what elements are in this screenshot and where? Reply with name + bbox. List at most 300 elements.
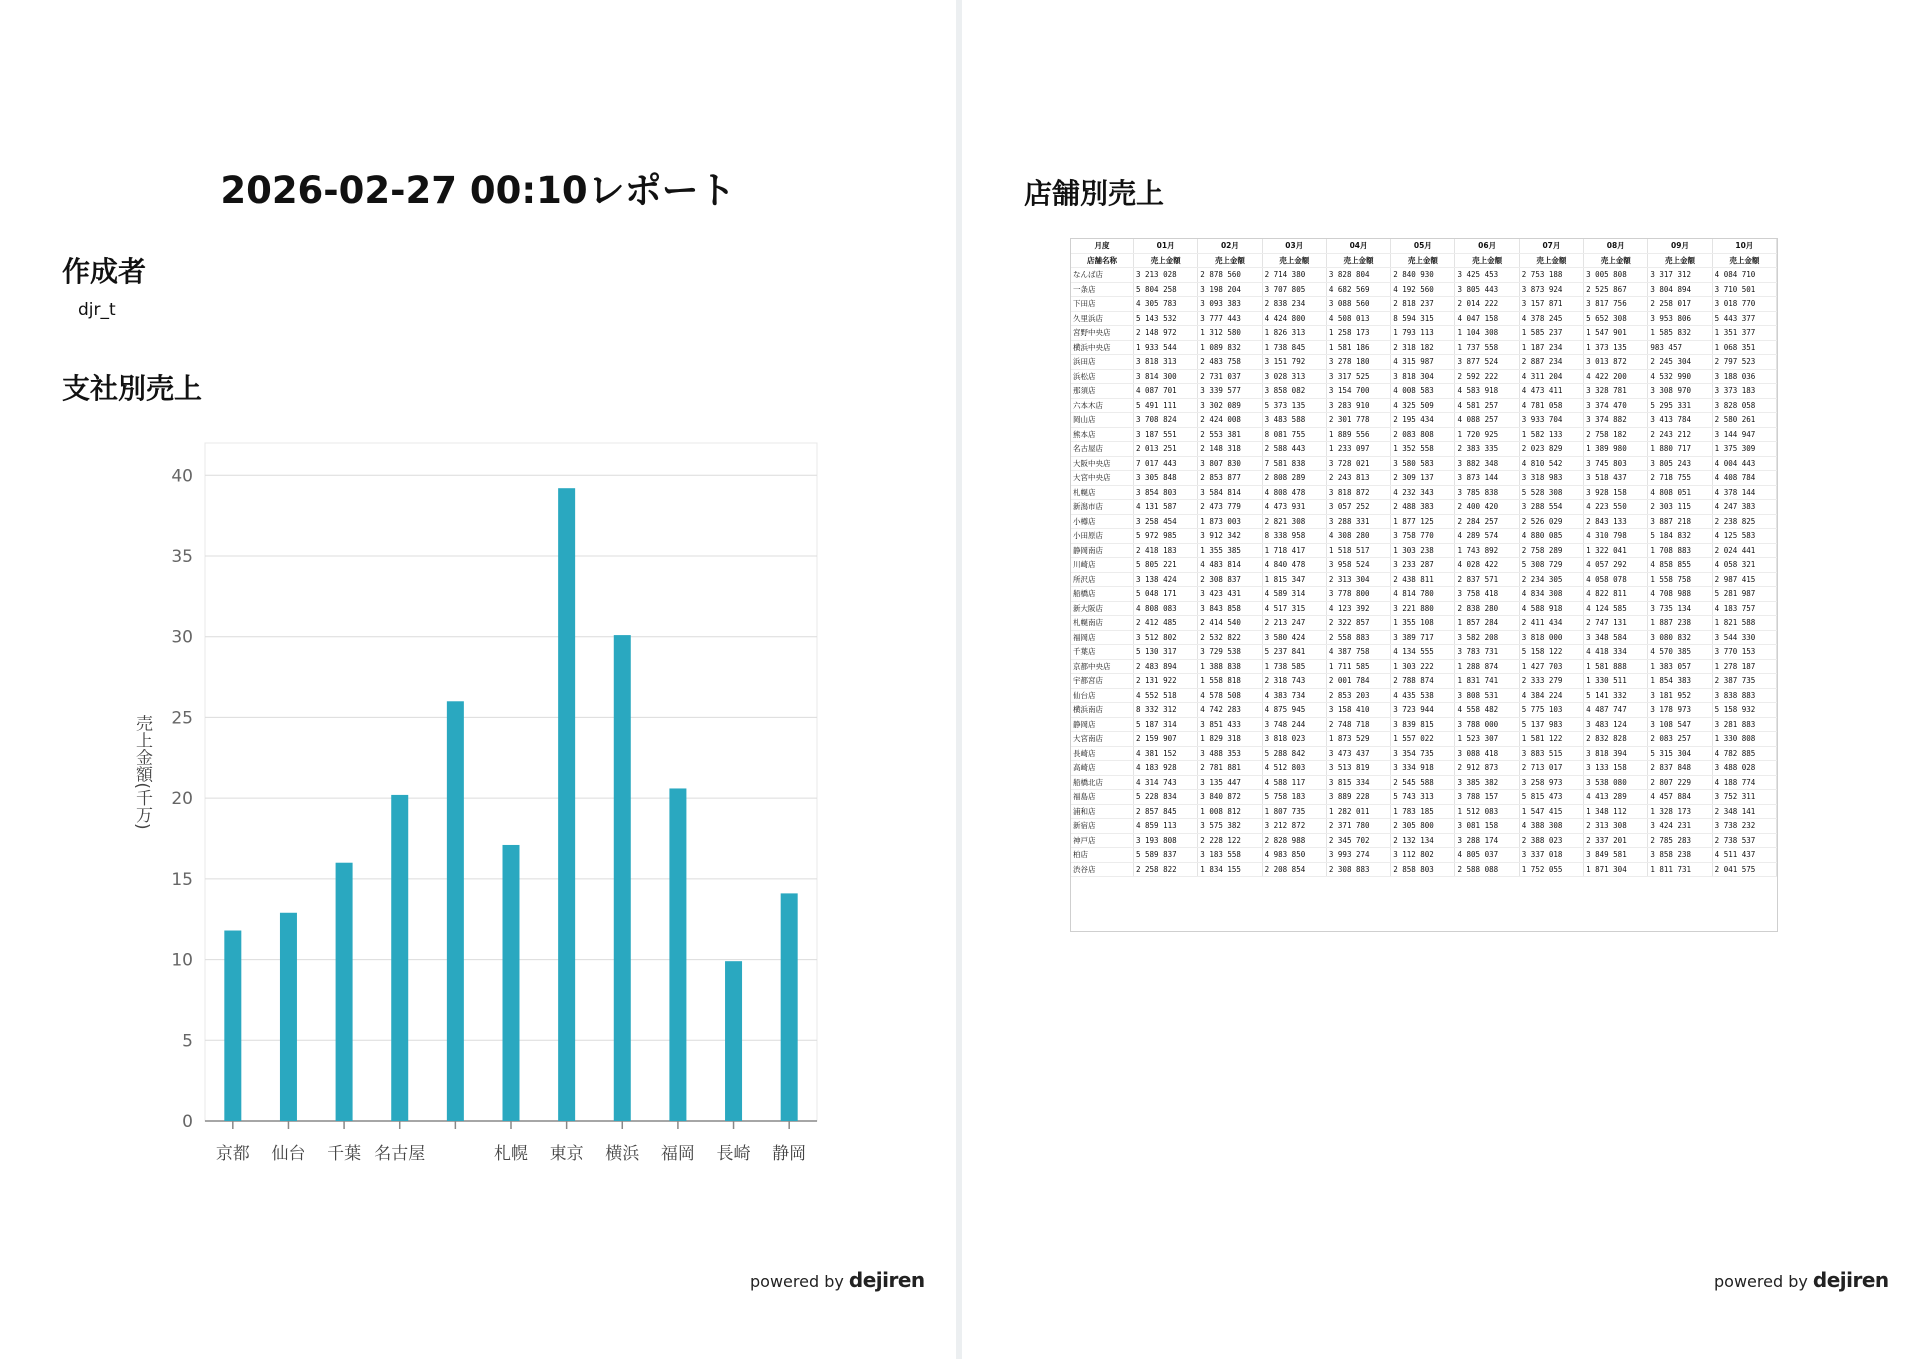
table-cell: 3 788 000 bbox=[1455, 717, 1519, 732]
table-cell: 3 425 453 bbox=[1455, 268, 1519, 283]
table-cell: 2 041 575 bbox=[1712, 862, 1776, 877]
bar bbox=[280, 913, 297, 1121]
table-cell: 3 738 232 bbox=[1712, 819, 1776, 834]
table-row bbox=[1071, 297, 1777, 312]
table-cell: 2 588 088 bbox=[1455, 862, 1519, 877]
row-label-cell: 福島店 bbox=[1071, 790, 1134, 805]
table-cell: 983 457 bbox=[1648, 340, 1712, 355]
table-cell: 4 424 800 bbox=[1262, 311, 1326, 326]
y-tick-label: 30 bbox=[171, 627, 193, 648]
table-cell: 2 713 017 bbox=[1519, 761, 1583, 776]
row-label-cell: 新宿店 bbox=[1071, 819, 1134, 834]
table-cell: 2 878 560 bbox=[1198, 268, 1262, 283]
table-cell: 05月 bbox=[1391, 239, 1455, 253]
table-row bbox=[1071, 413, 1777, 428]
table-cell: 3 283 910 bbox=[1326, 398, 1390, 413]
table-row bbox=[1071, 543, 1777, 558]
table-cell: 1 388 838 bbox=[1198, 659, 1262, 674]
y-axis-label: 売上金額(千万) bbox=[132, 714, 152, 830]
table-cell: 4 223 550 bbox=[1584, 500, 1648, 515]
table-cell: 2 424 008 bbox=[1198, 413, 1262, 428]
table-cell: 3 354 735 bbox=[1391, 746, 1455, 761]
table-cell: 2 131 922 bbox=[1134, 674, 1198, 689]
table-cell: 3 513 819 bbox=[1326, 761, 1390, 776]
table-cell: 3 144 947 bbox=[1712, 427, 1776, 442]
table-cell: 4 084 710 bbox=[1712, 268, 1776, 283]
table-cell: 1 389 980 bbox=[1584, 442, 1648, 457]
table-cell: 2 001 784 bbox=[1326, 674, 1390, 689]
author-name: djr_t bbox=[78, 300, 116, 320]
table-cell: 2 781 881 bbox=[1198, 761, 1262, 776]
table-cell: 2 371 780 bbox=[1326, 819, 1390, 834]
table-cell: 4 508 013 bbox=[1326, 311, 1390, 326]
table-row bbox=[1071, 587, 1777, 602]
table-cell: 3 575 382 bbox=[1198, 819, 1262, 834]
table-row bbox=[1071, 384, 1777, 399]
store-sales-table bbox=[1070, 238, 1778, 932]
table-cell: 3 807 830 bbox=[1198, 456, 1262, 471]
row-label-cell: 静岡店 bbox=[1071, 717, 1134, 732]
table-cell: 1 829 318 bbox=[1198, 732, 1262, 747]
bar bbox=[781, 893, 798, 1121]
table-cell: 2 483 758 bbox=[1198, 355, 1262, 370]
table-cell: 3 538 080 bbox=[1584, 775, 1648, 790]
table-row bbox=[1071, 717, 1777, 732]
table-cell: 3 777 443 bbox=[1198, 311, 1262, 326]
table-row bbox=[1071, 529, 1777, 544]
table-cell: 3 212 872 bbox=[1262, 819, 1326, 834]
table-cell: 3 584 814 bbox=[1198, 485, 1262, 500]
table-cell: 1 547 901 bbox=[1584, 326, 1648, 341]
table-cell: 5 373 135 bbox=[1262, 398, 1326, 413]
table-cell: 1 330 808 bbox=[1712, 732, 1776, 747]
table-cell: 4 125 583 bbox=[1712, 529, 1776, 544]
table-cell: 8 594 315 bbox=[1391, 311, 1455, 326]
table-cell: 3 778 800 bbox=[1326, 587, 1390, 602]
table-cell: 1 752 055 bbox=[1519, 862, 1583, 877]
table-cell: 4 311 204 bbox=[1519, 369, 1583, 384]
table-cell: 5 491 111 bbox=[1134, 398, 1198, 413]
row-label-cell: 下田店 bbox=[1071, 297, 1134, 312]
y-tick-label: 15 bbox=[171, 869, 193, 890]
table-cell: 2 837 848 bbox=[1648, 761, 1712, 776]
table-cell: 2 821 308 bbox=[1262, 514, 1326, 529]
table-cell: 4 483 814 bbox=[1198, 558, 1262, 573]
table-cell: 2 284 257 bbox=[1455, 514, 1519, 529]
table-cell: 8 081 755 bbox=[1262, 427, 1326, 442]
table-cell: 2 148 972 bbox=[1134, 326, 1198, 341]
table-cell: 4 028 422 bbox=[1455, 558, 1519, 573]
store-table-body bbox=[1071, 239, 1777, 877]
table-cell: 売上金額 bbox=[1326, 253, 1390, 268]
table-cell: 2 747 131 bbox=[1584, 616, 1648, 631]
table-cell: 3 758 418 bbox=[1455, 587, 1519, 602]
table-cell: 3 818 394 bbox=[1584, 746, 1648, 761]
table-row bbox=[1071, 645, 1777, 660]
table-cell: 2 238 825 bbox=[1712, 514, 1776, 529]
row-label-cell: 川崎店 bbox=[1071, 558, 1134, 573]
table-cell: 3 348 584 bbox=[1584, 630, 1648, 645]
bar bbox=[447, 701, 464, 1121]
table-cell: 2 840 930 bbox=[1391, 268, 1455, 283]
table-cell: 1 187 234 bbox=[1519, 340, 1583, 355]
table-cell: 3 933 704 bbox=[1519, 413, 1583, 428]
table-cell: 3 544 330 bbox=[1712, 630, 1776, 645]
table-cell: 1 547 415 bbox=[1519, 804, 1583, 819]
powered-by-text: powered by bbox=[1714, 1272, 1808, 1291]
table-cell: 4 087 701 bbox=[1134, 384, 1198, 399]
table-cell: 3 877 524 bbox=[1455, 355, 1519, 370]
table-cell: 5 652 308 bbox=[1584, 311, 1648, 326]
row-label-cell: 福岡店 bbox=[1071, 630, 1134, 645]
table-cell: 1 873 003 bbox=[1198, 514, 1262, 529]
table-cell: 3 838 883 bbox=[1712, 688, 1776, 703]
table-cell: 4 387 758 bbox=[1326, 645, 1390, 660]
table-cell: 2 797 523 bbox=[1712, 355, 1776, 370]
row-label-cell: 札幌南店 bbox=[1071, 616, 1134, 631]
table-cell: 1 711 585 bbox=[1326, 659, 1390, 674]
table-cell: 1 831 741 bbox=[1455, 674, 1519, 689]
table-cell: 1 373 135 bbox=[1584, 340, 1648, 355]
table-cell: 2 853 203 bbox=[1326, 688, 1390, 703]
table-row bbox=[1071, 369, 1777, 384]
table-cell: 4 047 158 bbox=[1455, 311, 1519, 326]
table-cell: 3 785 838 bbox=[1455, 485, 1519, 500]
table-cell: 2 414 540 bbox=[1198, 616, 1262, 631]
table-cell: 3 337 018 bbox=[1519, 848, 1583, 863]
row-label-cell: 横浜南店 bbox=[1071, 703, 1134, 718]
table-cell: 3 808 531 bbox=[1455, 688, 1519, 703]
table-cell: 2 558 883 bbox=[1326, 630, 1390, 645]
table-cell: 1 258 173 bbox=[1326, 326, 1390, 341]
table-cell: 3 889 228 bbox=[1326, 790, 1390, 805]
table-cell: 3 374 470 bbox=[1584, 398, 1648, 413]
table-cell: 3 818 313 bbox=[1134, 355, 1198, 370]
table-cell: 3 840 872 bbox=[1198, 790, 1262, 805]
table-cell: 1 783 185 bbox=[1391, 804, 1455, 819]
table-cell: 2 083 257 bbox=[1648, 732, 1712, 747]
table-row bbox=[1071, 732, 1777, 747]
table-row bbox=[1071, 311, 1777, 326]
table-cell: 1 720 925 bbox=[1455, 427, 1519, 442]
row-label-cell: 仙台店 bbox=[1071, 688, 1134, 703]
table-cell: 4 232 343 bbox=[1391, 485, 1455, 500]
table-cell: 1 585 237 bbox=[1519, 326, 1583, 341]
y-tick-label: 20 bbox=[171, 789, 193, 810]
table-cell: 4 511 437 bbox=[1712, 848, 1776, 863]
table-cell: 3 088 560 bbox=[1326, 297, 1390, 312]
table-cell: 3 805 443 bbox=[1455, 282, 1519, 297]
table-cell: 1 330 511 bbox=[1584, 674, 1648, 689]
table-cell: 3 151 792 bbox=[1262, 355, 1326, 370]
table-cell: 4 822 811 bbox=[1584, 587, 1648, 602]
table-cell: 売上金額 bbox=[1455, 253, 1519, 268]
table-cell: 4 742 283 bbox=[1198, 703, 1262, 718]
table-row bbox=[1071, 282, 1777, 297]
bar bbox=[725, 961, 742, 1121]
bar bbox=[391, 795, 408, 1121]
table-cell: 3 828 058 bbox=[1712, 398, 1776, 413]
table-cell: 3 858 238 bbox=[1648, 848, 1712, 863]
table-cell: 3 158 410 bbox=[1326, 703, 1390, 718]
table-row bbox=[1071, 703, 1777, 718]
y-tick-label: 5 bbox=[182, 1031, 193, 1052]
table-cell: 1 008 812 bbox=[1198, 804, 1262, 819]
y-tick-label: 35 bbox=[171, 547, 193, 567]
table-cell: 2 345 702 bbox=[1326, 833, 1390, 848]
row-label-cell: 月度 bbox=[1071, 239, 1134, 253]
y-tick-label: 10 bbox=[171, 950, 193, 971]
table-cell: 3 108 547 bbox=[1648, 717, 1712, 732]
row-label-cell: 所沢店 bbox=[1071, 572, 1134, 587]
table-cell: 3 013 872 bbox=[1584, 355, 1648, 370]
table-cell: 4 983 850 bbox=[1262, 848, 1326, 863]
table-cell: 4 058 321 bbox=[1712, 558, 1776, 573]
table-cell: 5 187 314 bbox=[1134, 717, 1198, 732]
table-cell: 4 124 585 bbox=[1584, 601, 1648, 616]
table-cell: 2 014 222 bbox=[1455, 297, 1519, 312]
x-tick-label: 京都 bbox=[215, 1144, 250, 1164]
table-row bbox=[1071, 326, 1777, 341]
table-cell: 2 807 229 bbox=[1648, 775, 1712, 790]
table-cell: 1 815 347 bbox=[1262, 572, 1326, 587]
table-cell: 1 427 703 bbox=[1519, 659, 1583, 674]
table-cell: 4 805 037 bbox=[1455, 848, 1519, 863]
table-cell: 3 317 312 bbox=[1648, 268, 1712, 283]
table-cell: 5 815 473 bbox=[1519, 790, 1583, 805]
table-cell: 3 928 158 bbox=[1584, 485, 1648, 500]
table-cell: 4 305 783 bbox=[1134, 297, 1198, 312]
table-cell: 01月 bbox=[1134, 239, 1198, 253]
table-cell: 2 843 133 bbox=[1584, 514, 1648, 529]
table-cell: 1 793 113 bbox=[1391, 326, 1455, 341]
table-cell: 3 389 717 bbox=[1391, 630, 1455, 645]
table-cell: 06月 bbox=[1455, 239, 1519, 253]
table-cell: 5 315 304 bbox=[1648, 746, 1712, 761]
table-cell: 3 308 970 bbox=[1648, 384, 1712, 399]
row-label-cell: なんば店 bbox=[1071, 268, 1134, 283]
branch-sales-chart bbox=[120, 430, 840, 1194]
table-cell: 1 518 517 bbox=[1326, 543, 1390, 558]
table-cell: 1 877 125 bbox=[1391, 514, 1455, 529]
table-cell: 1 826 313 bbox=[1262, 326, 1326, 341]
table-cell: 2 148 318 bbox=[1198, 442, 1262, 457]
table-cell: 1 348 112 bbox=[1584, 804, 1648, 819]
report-title: 2026-02-27 00:10レポート bbox=[220, 169, 736, 212]
table-cell: 4 552 518 bbox=[1134, 688, 1198, 703]
table-row bbox=[1071, 514, 1777, 529]
table-cell: 5 308 729 bbox=[1519, 558, 1583, 573]
table-cell: 3 183 558 bbox=[1198, 848, 1262, 863]
table-cell: 3 413 784 bbox=[1648, 413, 1712, 428]
table-cell: 4 781 058 bbox=[1519, 398, 1583, 413]
table-cell: 3 818 000 bbox=[1519, 630, 1583, 645]
table-row bbox=[1071, 848, 1777, 863]
table-cell: 1 282 011 bbox=[1326, 804, 1390, 819]
table-cell: 2 258 822 bbox=[1134, 862, 1198, 877]
table-row bbox=[1071, 500, 1777, 515]
table-cell: 4 384 224 bbox=[1519, 688, 1583, 703]
table-cell: 売上金額 bbox=[1391, 253, 1455, 268]
row-label-cell: 船橋北店 bbox=[1071, 775, 1134, 790]
table-cell: 2 333 279 bbox=[1519, 674, 1583, 689]
table-cell: 3 580 424 bbox=[1262, 630, 1326, 645]
table-cell: 3 788 157 bbox=[1455, 790, 1519, 805]
table-cell: 4 004 443 bbox=[1712, 456, 1776, 471]
table-cell: 1 375 309 bbox=[1712, 442, 1776, 457]
table-cell: 2 473 779 bbox=[1198, 500, 1262, 515]
row-label-cell: 六本木店 bbox=[1071, 398, 1134, 413]
report-page-right bbox=[962, 0, 1920, 1359]
table-cell: 3 814 300 bbox=[1134, 369, 1198, 384]
table-cell: 2 588 443 bbox=[1262, 442, 1326, 457]
table-cell: 2 308 837 bbox=[1198, 572, 1262, 587]
table-cell: 5 281 987 bbox=[1712, 587, 1776, 602]
table-cell: 4 088 257 bbox=[1455, 413, 1519, 428]
table-cell: 3 258 454 bbox=[1134, 514, 1198, 529]
table-cell: 3 748 244 bbox=[1262, 717, 1326, 732]
table-cell: 5 443 377 bbox=[1712, 311, 1776, 326]
table-cell: 2 245 304 bbox=[1648, 355, 1712, 370]
table-cell: 2 348 141 bbox=[1712, 804, 1776, 819]
row-label-cell: 長崎店 bbox=[1071, 746, 1134, 761]
table-cell: 4 413 289 bbox=[1584, 790, 1648, 805]
table-row bbox=[1071, 659, 1777, 674]
table-cell: 4 192 560 bbox=[1391, 282, 1455, 297]
table-cell: 3 818 304 bbox=[1391, 369, 1455, 384]
table-cell: 2 818 237 bbox=[1391, 297, 1455, 312]
table-cell: 2 532 822 bbox=[1198, 630, 1262, 645]
table-row bbox=[1071, 688, 1777, 703]
row-label-cell: 新大阪店 bbox=[1071, 601, 1134, 616]
table-cell: 3 758 770 bbox=[1391, 529, 1455, 544]
table-cell: 3 178 973 bbox=[1648, 703, 1712, 718]
table-cell: 売上金額 bbox=[1198, 253, 1262, 268]
row-label-cell: 宮野中央店 bbox=[1071, 326, 1134, 341]
table-cell: 3 488 028 bbox=[1712, 761, 1776, 776]
table-cell: 3 088 418 bbox=[1455, 746, 1519, 761]
table-cell: 1 880 717 bbox=[1648, 442, 1712, 457]
table-row bbox=[1071, 398, 1777, 413]
table-cell: 3 278 180 bbox=[1326, 355, 1390, 370]
table-cell: 4 381 152 bbox=[1134, 746, 1198, 761]
table-cell: 5 589 837 bbox=[1134, 848, 1198, 863]
table-row bbox=[1071, 761, 1777, 776]
table-cell: 2 400 420 bbox=[1455, 500, 1519, 515]
table-row bbox=[1071, 558, 1777, 573]
table-cell: 4 532 990 bbox=[1648, 369, 1712, 384]
table-cell: 4 588 117 bbox=[1262, 775, 1326, 790]
table-row bbox=[1071, 674, 1777, 689]
table-cell: 2 243 813 bbox=[1326, 471, 1390, 486]
row-label-cell: 大宮南店 bbox=[1071, 732, 1134, 747]
table-cell: 3 723 944 bbox=[1391, 703, 1455, 718]
table-cell: 3 328 781 bbox=[1584, 384, 1648, 399]
table-cell: 4 808 083 bbox=[1134, 601, 1198, 616]
table-cell: 1 581 888 bbox=[1584, 659, 1648, 674]
table-cell: 4 289 574 bbox=[1455, 529, 1519, 544]
row-label-cell: 店舗名称 bbox=[1071, 253, 1134, 268]
table-cell: 1 738 585 bbox=[1262, 659, 1326, 674]
table-cell: 3 288 554 bbox=[1519, 500, 1583, 515]
table-cell: 2 718 755 bbox=[1648, 471, 1712, 486]
row-label-cell: 新潟市店 bbox=[1071, 500, 1134, 515]
row-label-cell: 熊本店 bbox=[1071, 427, 1134, 442]
table-cell: 4 814 780 bbox=[1391, 587, 1455, 602]
table-cell: 3 373 183 bbox=[1712, 384, 1776, 399]
table-cell: 2 418 183 bbox=[1134, 543, 1198, 558]
table-cell: 3 828 804 bbox=[1326, 268, 1390, 283]
row-label-cell: 名古屋店 bbox=[1071, 442, 1134, 457]
table-cell: 4 188 774 bbox=[1712, 775, 1776, 790]
table-cell: 3 873 144 bbox=[1455, 471, 1519, 486]
table-cell: 3 154 700 bbox=[1326, 384, 1390, 399]
table-cell: 4 782 885 bbox=[1712, 746, 1776, 761]
report-page-left bbox=[0, 0, 956, 1359]
table-cell: 1 821 588 bbox=[1712, 616, 1776, 631]
dejiren-logo: dejiren bbox=[1812, 1268, 1889, 1292]
table-cell: 3 512 802 bbox=[1134, 630, 1198, 645]
table-cell: 3 518 437 bbox=[1584, 471, 1648, 486]
table-cell: 3 483 588 bbox=[1262, 413, 1326, 428]
table-cell: 3 093 383 bbox=[1198, 297, 1262, 312]
table-cell: 09月 bbox=[1648, 239, 1712, 253]
table-cell: 4 589 314 bbox=[1262, 587, 1326, 602]
table-cell: 5 775 103 bbox=[1519, 703, 1583, 718]
table-row bbox=[1071, 485, 1777, 500]
table-cell: 3 858 082 bbox=[1262, 384, 1326, 399]
table-row bbox=[1071, 804, 1777, 819]
table-cell: 2 853 877 bbox=[1198, 471, 1262, 486]
table-cell: 2 553 381 bbox=[1198, 427, 1262, 442]
table-cell: 3 018 770 bbox=[1712, 297, 1776, 312]
table-cell: 2 488 383 bbox=[1391, 500, 1455, 515]
table-cell: 4 880 085 bbox=[1519, 529, 1583, 544]
table-cell: 3 081 158 bbox=[1455, 819, 1519, 834]
table-cell: 2 213 247 bbox=[1262, 616, 1326, 631]
table-cell: 3 728 021 bbox=[1326, 456, 1390, 471]
table-cell: 1 857 284 bbox=[1455, 616, 1519, 631]
table-cell: 1 582 133 bbox=[1519, 427, 1583, 442]
table-row bbox=[1071, 819, 1777, 834]
table-cell: 2 758 182 bbox=[1584, 427, 1648, 442]
table-cell: 2 592 222 bbox=[1455, 369, 1519, 384]
table-cell: 2 208 854 bbox=[1262, 862, 1326, 877]
row-label-cell: 浦和店 bbox=[1071, 804, 1134, 819]
table-cell: 4 008 583 bbox=[1391, 384, 1455, 399]
row-label-cell: 宇都宮店 bbox=[1071, 674, 1134, 689]
row-label-cell: 岡山店 bbox=[1071, 413, 1134, 428]
table-cell: 5 804 258 bbox=[1134, 282, 1198, 297]
table-cell: 3 483 124 bbox=[1584, 717, 1648, 732]
table-cell: 2 483 894 bbox=[1134, 659, 1198, 674]
table-cell: 2 832 828 bbox=[1584, 732, 1648, 747]
table-cell: 4 134 555 bbox=[1391, 645, 1455, 660]
table-cell: 1 322 041 bbox=[1584, 543, 1648, 558]
author-heading: 作成者 bbox=[62, 255, 147, 288]
table-cell: 4 435 538 bbox=[1391, 688, 1455, 703]
table-cell: 1 089 832 bbox=[1198, 340, 1262, 355]
table-cell: 2 313 308 bbox=[1584, 819, 1648, 834]
y-tick-label: 40 bbox=[171, 466, 193, 487]
table-cell: 1 581 122 bbox=[1519, 732, 1583, 747]
table-cell: 3 473 437 bbox=[1326, 746, 1390, 761]
table-cell: 4 058 078 bbox=[1584, 572, 1648, 587]
table-cell: 3 580 583 bbox=[1391, 456, 1455, 471]
table-cell: 3 815 334 bbox=[1326, 775, 1390, 790]
table-cell: 1 303 238 bbox=[1391, 543, 1455, 558]
table-cell: 2 748 718 bbox=[1326, 717, 1390, 732]
